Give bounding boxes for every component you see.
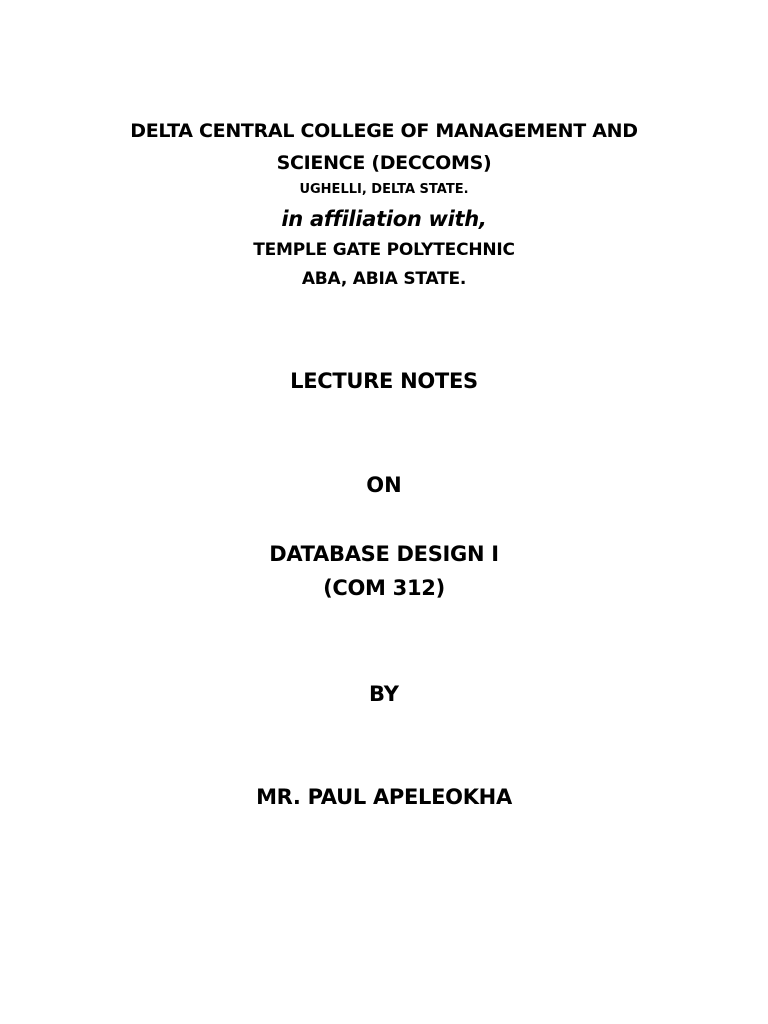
course-code: (COM 312) <box>323 576 445 600</box>
on-label: ON <box>366 473 402 497</box>
author-name: MR. PAUL APELEOKHA <box>256 785 512 809</box>
institution-location: UGHELLI, DELTA STATE. <box>299 182 469 197</box>
course-title: DATABASE DESIGN I <box>269 542 499 566</box>
institution-name-line1: DELTA CENTRAL COLLEGE OF MANAGEMENT AND <box>130 120 638 142</box>
affiliate-location: ABA, ABIA STATE. <box>301 269 467 289</box>
document-type: LECTURE NOTES <box>290 369 478 393</box>
affiliate-name: TEMPLE GATE POLYTECHNIC <box>253 240 515 260</box>
affiliation-label: in affiliation with, <box>281 207 487 231</box>
institution-name-line2: SCIENCE (DECCOMS) <box>276 152 492 174</box>
by-label: BY <box>368 682 400 706</box>
